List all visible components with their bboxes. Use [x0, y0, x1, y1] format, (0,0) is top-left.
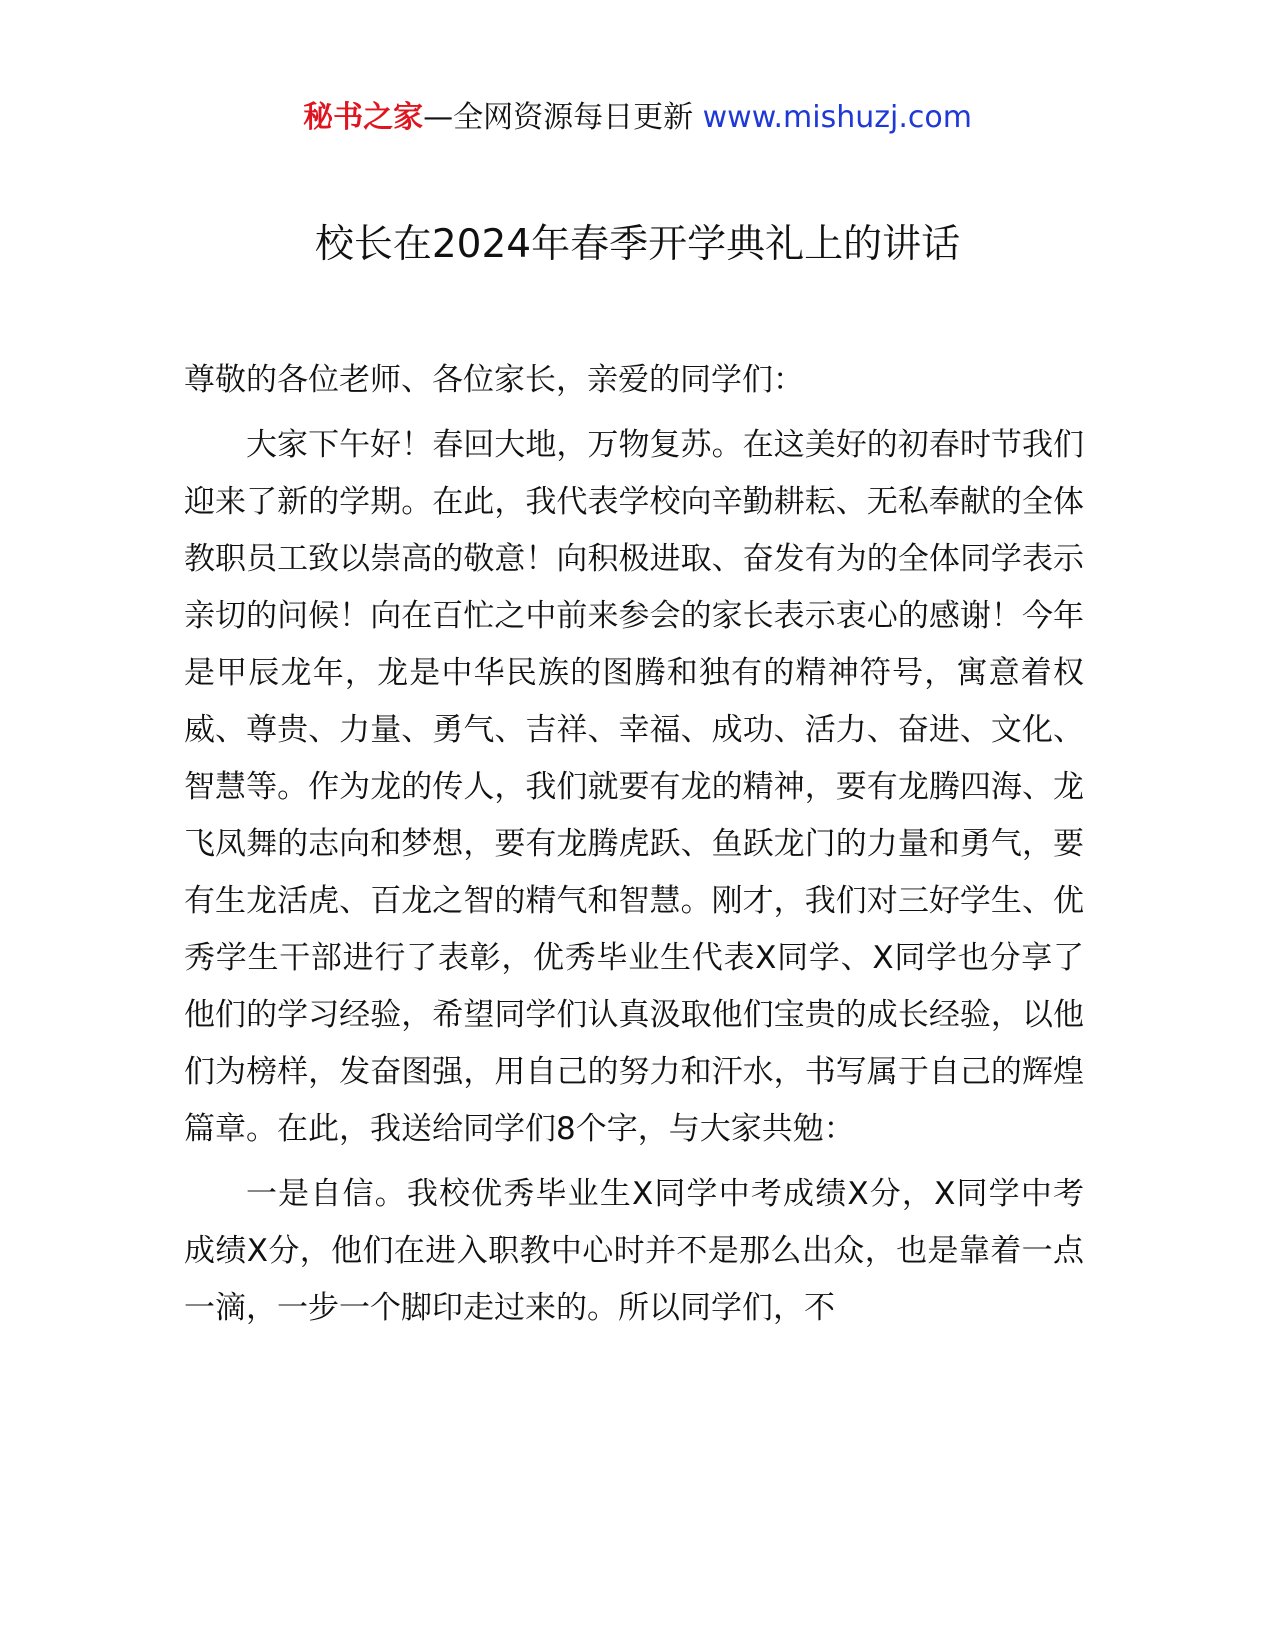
header-tagline: —全网资源每日更新: [423, 100, 703, 135]
brand-name: 秘书之家: [303, 100, 424, 135]
paragraph-confidence: 一是自信。我校优秀毕业生X同学中考成绩X分，X同学中考成绩X分，他们在进入职教中心时并不是那么出众，也是靠着一点一滴，一步一个脚印走过来的。所以同学们，不: [184, 1176, 1084, 1326]
document-body: [184, 352, 1084, 1337]
paragraph-opening: 大家下午好！春回大地，万物复苏。在这美好的初春时节我们迎来了新的学期。在此，我代表学校向辛勤耕耘、无私奉献的全体教职员工致以崇高的敬意！向积极进取、奋发有为的全体同学表示亲切的问候！向在百忙之中前来参会的家长表示衷心的感谢！今年是甲辰龙年，龙是中华民族的图腾和独有的精神符号，寓意着权威、尊贵、力量、勇气、吉祥、幸福、成功、活力、奋进、文化、智慧等。作为龙的传人，我们就要有龙的精神，要有龙腾四海、龙飞凤舞的志向和梦想，要有龙腾虎跃、鱼跃龙门的力量和勇气，要有生龙活虎、百龙之智的精气和智慧。刚才，我们对三好学生、优秀学生干部进行了表彰，优秀毕业生代表X同学、X同学也分享了他们的学习经验，希望同学们认真汲取他们宝贵的成长经验，以他们为榜样，发奋图强，用自己的努力和汗水，书写属于自己的辉煌篇章。在此，我送给同学们8个字，与大家共勉：: [184, 427, 1084, 1147]
document-title: 校长在2024年春季开学典礼上的讲话: [314, 222, 961, 267]
site-url-link[interactable]: www.mishuzj.com: [702, 100, 972, 135]
salutation: 尊敬的各位老师、各位家长，亲爱的同学们：: [184, 362, 804, 398]
site-header: [0, 98, 1275, 138]
